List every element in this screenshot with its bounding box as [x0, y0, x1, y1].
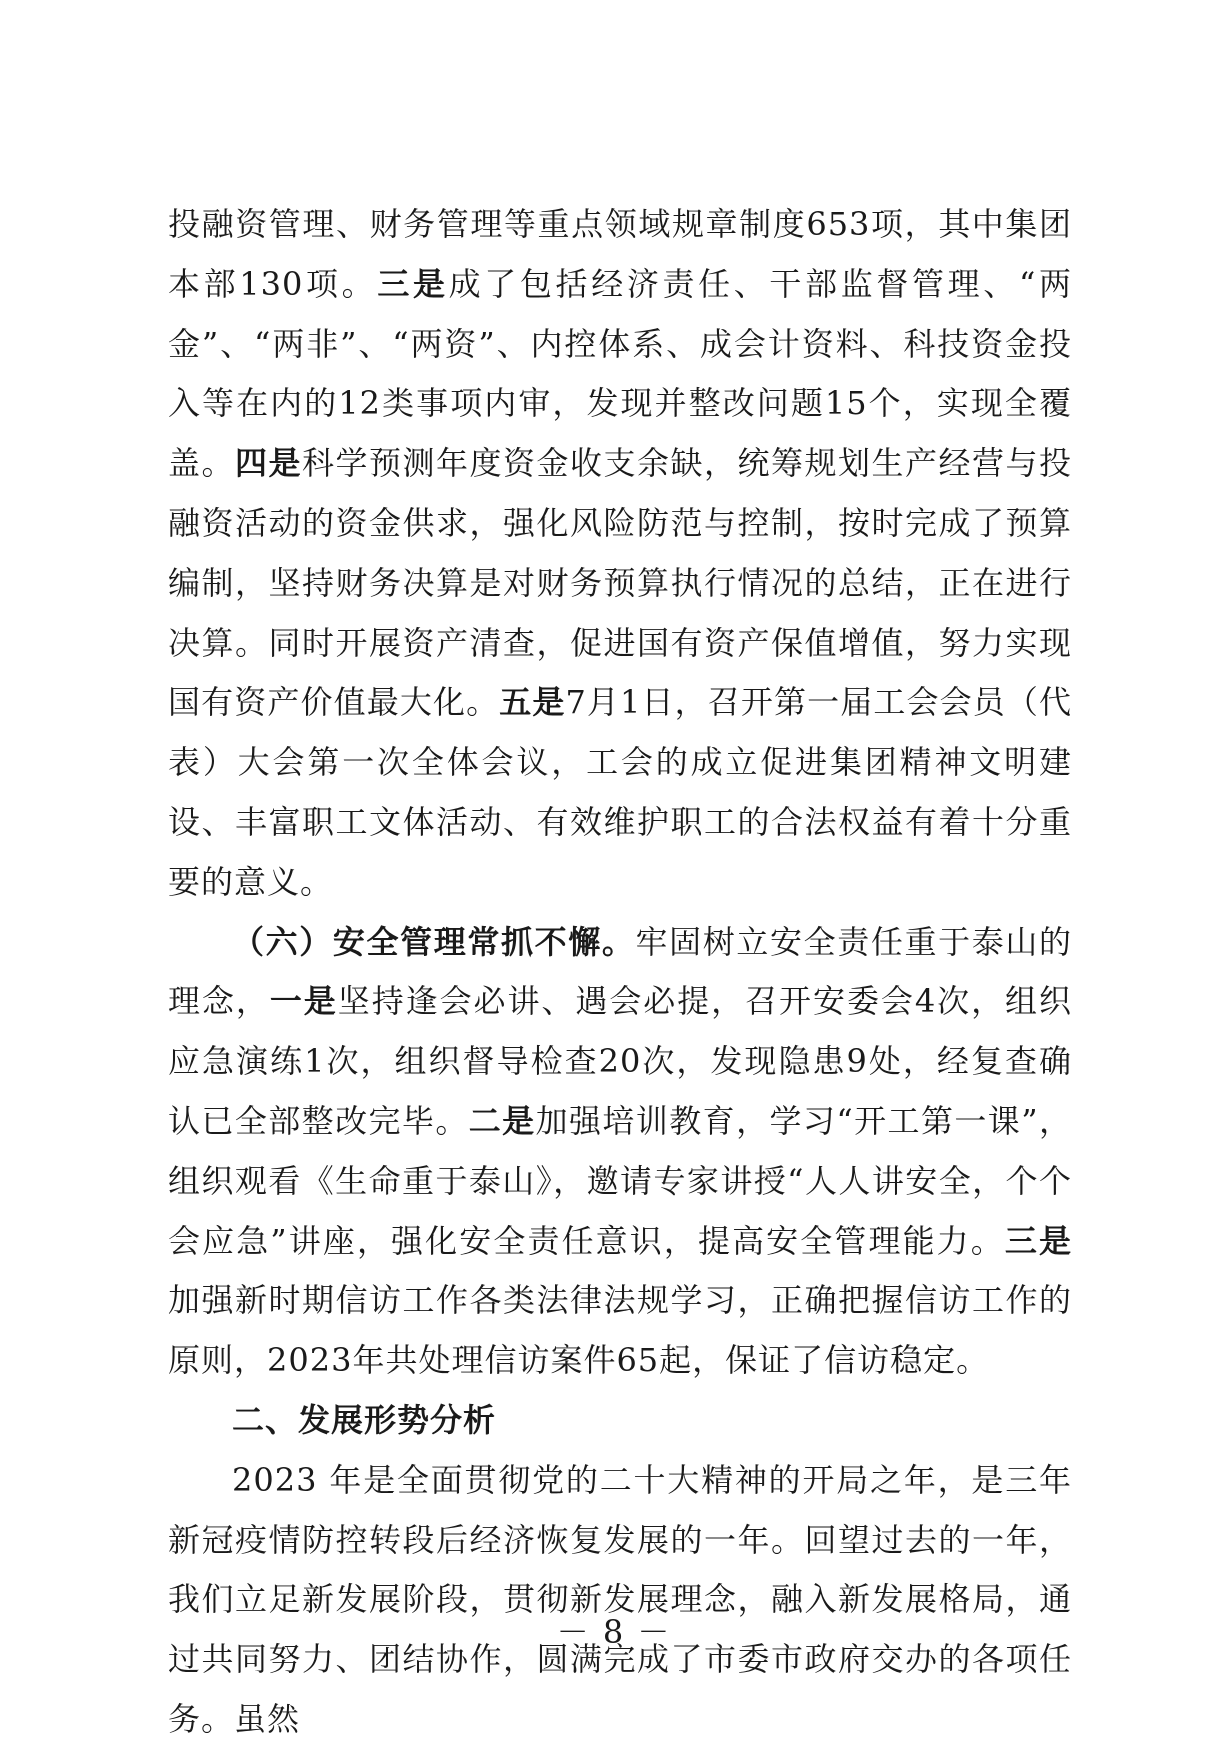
paragraph-safety-management — [168, 913, 1072, 1391]
sentence: 投融资管理、财务管理等重点领域规章制度653项，其中集团本部130项。 — [168, 205, 1072, 303]
section-heading: 二、发展形势分析 — [232, 1400, 497, 1439]
emphasis-lead: 五是 — [499, 683, 566, 722]
sentence: 成了包括经济责任、干部监督管理、“两金”、“两非”、“两资”、内控体系、成会计资料、科技资金投入等在内的12类事项内审，发现并整改问题15个，实现全覆盖。 — [168, 264, 1072, 483]
page-number: － 8 － — [556, 1613, 672, 1651]
paragraph-finance-management — [168, 195, 1072, 913]
sentence: 坚持逢会必讲、遇会必提，召开安委会4次，组织应急演练1次，组织督导检查20次，发现隐患9处，经复查确认已全部整改完毕。 — [168, 982, 1072, 1140]
sentence: 加强新时期信访工作各类法律法规学习，正确把握信访工作的原则，2023年共处理信访案件65起，保证了信访稳定。 — [168, 1281, 1072, 1380]
emphasis-lead: 二是 — [468, 1101, 536, 1140]
sentence: 科学预测年度资金收支余缺，统筹规划生产经营与投融资活动的资金供求，强化风险防范与控制，按时完成了预算编制，坚持财务决算是对财务预算执行情况的总结，正在进行决算。同时开展资产清查，促进国有资产保值增值，努力实现国有资产价值最大化。 — [168, 444, 1072, 722]
sentence: 加强培训教育，学习“开工第一课”，组织观看《生命重于泰山》，邀请专家讲授“人人讲安全，个个会应急”讲座，强化安全责任意识，提高安全管理能力。 — [168, 1101, 1072, 1260]
subsection-title: （六）安全管理常抓不懈。 — [232, 922, 636, 961]
sentence: 7月1日，召开第一届工会会员（代表）大会第一次全体会议，工会的成立促进集团精神文明建设、丰富职工文体活动、有效维护职工的合法权益有着十分重要的意义。 — [168, 683, 1072, 901]
paragraph-development-situation: 2023 年是全面贯彻党的二十大精神的开局之年，是三年新冠疫情防控转段后经济恢复发展的一年。回望过去的一年，我们立足新发展阶段，贯彻新发展理念，融入新发展格局，通过共同努力、团结协作，圆满完成了市委市政府交办的各项任务。虽然 — [168, 1460, 1072, 1738]
emphasis-lead: 四是 — [235, 444, 302, 483]
emphasis-lead: 三是 — [1004, 1221, 1072, 1260]
document-body — [168, 195, 1072, 1750]
sentence: 牢固树立安全责任重于泰山的理念， — [168, 922, 1072, 1021]
emphasis-lead: 一是 — [269, 982, 338, 1021]
emphasis-lead: 三是 — [377, 264, 449, 303]
